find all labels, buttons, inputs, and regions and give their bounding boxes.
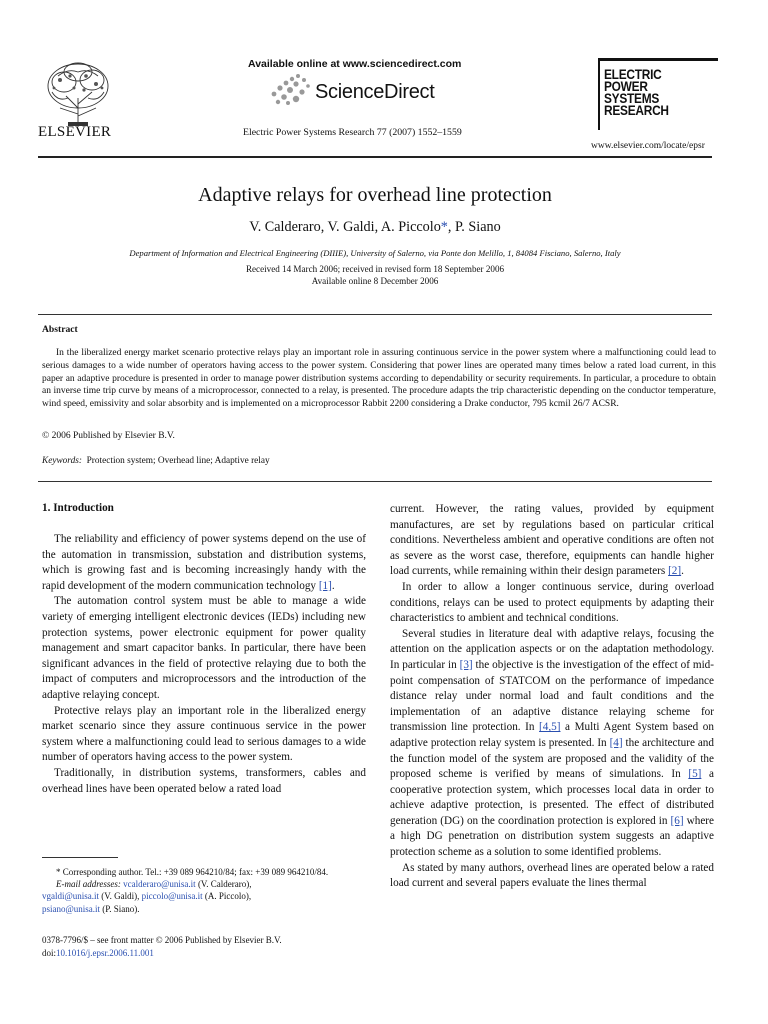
text: current. However, the rating values, provided by equipment manufactures, are set by regulations based on particular critical conditions. Nevertheless ambient and operative conditions are often not as severe as the worst case, therefore, equipments can handle higher load currents, while remaining within their design parameters <box>390 503 714 578</box>
doi-label: doi: <box>42 948 57 958</box>
authors-part: V. Calderaro, V. Galdi, A. Piccolo <box>249 219 441 235</box>
abstract-top-rule <box>38 314 712 315</box>
front-matter-info <box>42 934 282 960</box>
citation-link[interactable]: [6] <box>670 814 684 827</box>
text: a Multi Agent System based on adaptive protection relay system is presented. In <box>390 721 714 749</box>
available-online-text: Available online at www.sciencedirect.com <box>248 58 462 70</box>
left-column <box>42 532 366 797</box>
doi-link[interactable]: 10.1016/j.epsr.2006.11.001 <box>56 948 154 958</box>
paragraph: Protective relays play an important role in the liberalized energy market scenario since they assure continuous service in the power system where a malfunctioning could lead to serious damages to a wide number of operators having access to the power system. <box>42 704 366 764</box>
citation-link[interactable]: [3] <box>459 658 473 671</box>
text: where a high DG penetration on distribution system suggests an adaptive protection scheme as a solution to some identified problems. <box>390 814 714 859</box>
email-link[interactable]: piccolo@unisa.it <box>141 891 203 902</box>
abstract-heading: Abstract <box>42 324 78 335</box>
journal-citation: Electric Power Systems Research 77 (2007) 1552–1559 <box>243 127 462 138</box>
journal-logo-line: RESEARCH <box>604 102 669 118</box>
journal-logo-line: SYSTEMS <box>604 90 660 106</box>
elsevier-tree-logo <box>38 58 118 128</box>
text: the architecture and the function model of the system are proposed and the validity of the proposed scheme is verified by means of simulations. In <box>390 736 714 781</box>
text: (V. Galdi), <box>99 891 142 902</box>
text: (P. Siano). <box>100 903 140 914</box>
text: Several studies in literature deal with adaptive relays, focusing the attention on the application aspects or on the adaptation methodology. In particular in <box>390 627 714 671</box>
footnotes <box>42 866 372 915</box>
paragraph <box>390 627 714 861</box>
sciencedirect-wordmark: ScienceDirect <box>315 81 435 103</box>
footnote-rule <box>42 857 118 858</box>
email-label: E-mail addresses: <box>56 879 121 890</box>
doi-line <box>42 947 282 960</box>
citation-link[interactable]: [4] <box>609 736 623 749</box>
abstract-body: In the liberalized energy market scenario protective relays play an important role in assuring continuous service in the power system where a malfunctioning could lead to serious damages to a wide number of operators having access to the power system. Considering that power lines are operated many times below a rated load current, in this paper an adaptive procedure is presented in order to manage power distribution systems according to dependability or security requirements. In particular, a procedure to obtain an inverse time trip curve by means of a microprocessor, connected to a relay, is presented. The procedure adapts the trip characteristic depending on the conductor temperature, wind speed, emissivity and solar absorbity and is implemented on a microprocessor Rabbit 2200 considering a Drake conductor, 795 kcmil 26/7 ACSR. <box>42 348 716 410</box>
text: a cooperative protection system, which processes local data in order to achieve adaptive protection, is presented. The effect of distributed generation (DG) on the coordination protection is explored in <box>390 768 714 827</box>
paragraph: Traditionally, in distribution systems, transformers, cables and overhead lines have been operated below a rated load <box>42 766 366 795</box>
text: . <box>681 565 684 578</box>
journal-logo-line: ELECTRIC <box>604 66 662 82</box>
text: the objective is the investigation of the effect of mid-point compensation of STATCOM on the performance of impedance distance relay under normal load and fault conditions and the implementation of an adaptive distance relaying scheme for transmission line protection. In <box>390 658 714 734</box>
abstract-copyright: © 2006 Published by Elsevier B.V. <box>42 431 175 441</box>
email-line <box>42 903 372 915</box>
email-line <box>42 890 372 902</box>
keywords-label: Keywords: <box>42 456 82 466</box>
paragraph: The automation control system must be able to manage a wide variety of emerging intelligent electronic devices (IEDs) including new protection systems, power electronic equipment for power quality management and smart capacitor banks. In particular, there have been significant advances in the field of protective relaying due to both the impact of computers and microprocessors and the introduction of the adaptive relaying concept. <box>42 595 366 701</box>
text: (V. Calderaro), <box>195 879 252 890</box>
citation-link[interactable]: [4,5] <box>539 721 561 734</box>
text: (A. Piccolo), <box>202 891 252 902</box>
abstract-bottom-rule <box>38 481 712 482</box>
email-link[interactable]: vcalderaro@unisa.it <box>123 879 196 890</box>
email-link[interactable]: vgaldi@unisa.it <box>42 891 100 902</box>
keywords <box>42 456 270 466</box>
paragraph: As stated by many authors, overhead lines are operated below a rated load current and several papers evaluate the lines thermal <box>390 861 714 890</box>
corresponding-author-link[interactable]: * <box>440 219 448 235</box>
publisher-name: ELSEVIER <box>38 124 112 140</box>
email-link[interactable]: psiano@unisa.it <box>42 903 101 914</box>
affiliation: Department of Information and Electrical Engineering (DIIIE), University of Salerno, via Ponte don Melillo, 1, 84084 Fisciano, Salerno, Italy <box>129 248 621 258</box>
keywords-list: Protection system; Overhead line; Adaptive relay <box>86 456 270 466</box>
paragraph <box>42 532 366 594</box>
author-list <box>38 219 712 236</box>
journal-logo <box>598 58 718 130</box>
journal-url[interactable]: www.elsevier.com/locate/epsr <box>591 141 705 151</box>
text: The reliability and efficiency of power systems depend on the use of the automation in transmission, substation and distribution systems, which is growing fast and is becoming increasingly handy with the rapid development of the modern communication technology <box>42 533 366 592</box>
text: . <box>331 579 335 592</box>
citation-link[interactable]: [2] <box>668 565 682 578</box>
sciencedirect-dots-icon <box>268 72 312 106</box>
received-dates: Received 14 March 2006; received in revised form 18 September 2006 <box>245 264 505 274</box>
section-heading: 1. Introduction <box>42 502 114 514</box>
available-online-date: Available online 8 December 2006 <box>311 276 439 286</box>
corresponding-author-note: * Corresponding author. Tel.: +39 089 964210/84; fax: +39 089 964210/84. <box>56 867 329 877</box>
journal-logo-line: POWER <box>604 78 648 94</box>
issn-line: 0378-7796/$ – see front matter © 2006 Published by Elsevier B.V. <box>42 935 282 945</box>
authors-part: , P. Siano <box>447 219 501 235</box>
paper-title: Adaptive relays for overhead line protection <box>198 184 552 206</box>
paragraph <box>390 502 714 580</box>
email-line <box>42 878 372 890</box>
header-rule <box>38 156 712 158</box>
citation-link[interactable]: [5] <box>688 768 702 781</box>
citation-link[interactable]: [1] <box>318 579 332 592</box>
right-column <box>390 502 714 892</box>
paragraph: In order to allow a longer continuous service, during overload conditions, relays can be used to protect equipments by adapting their characteristics to ambient and technical conditions. <box>390 580 714 625</box>
